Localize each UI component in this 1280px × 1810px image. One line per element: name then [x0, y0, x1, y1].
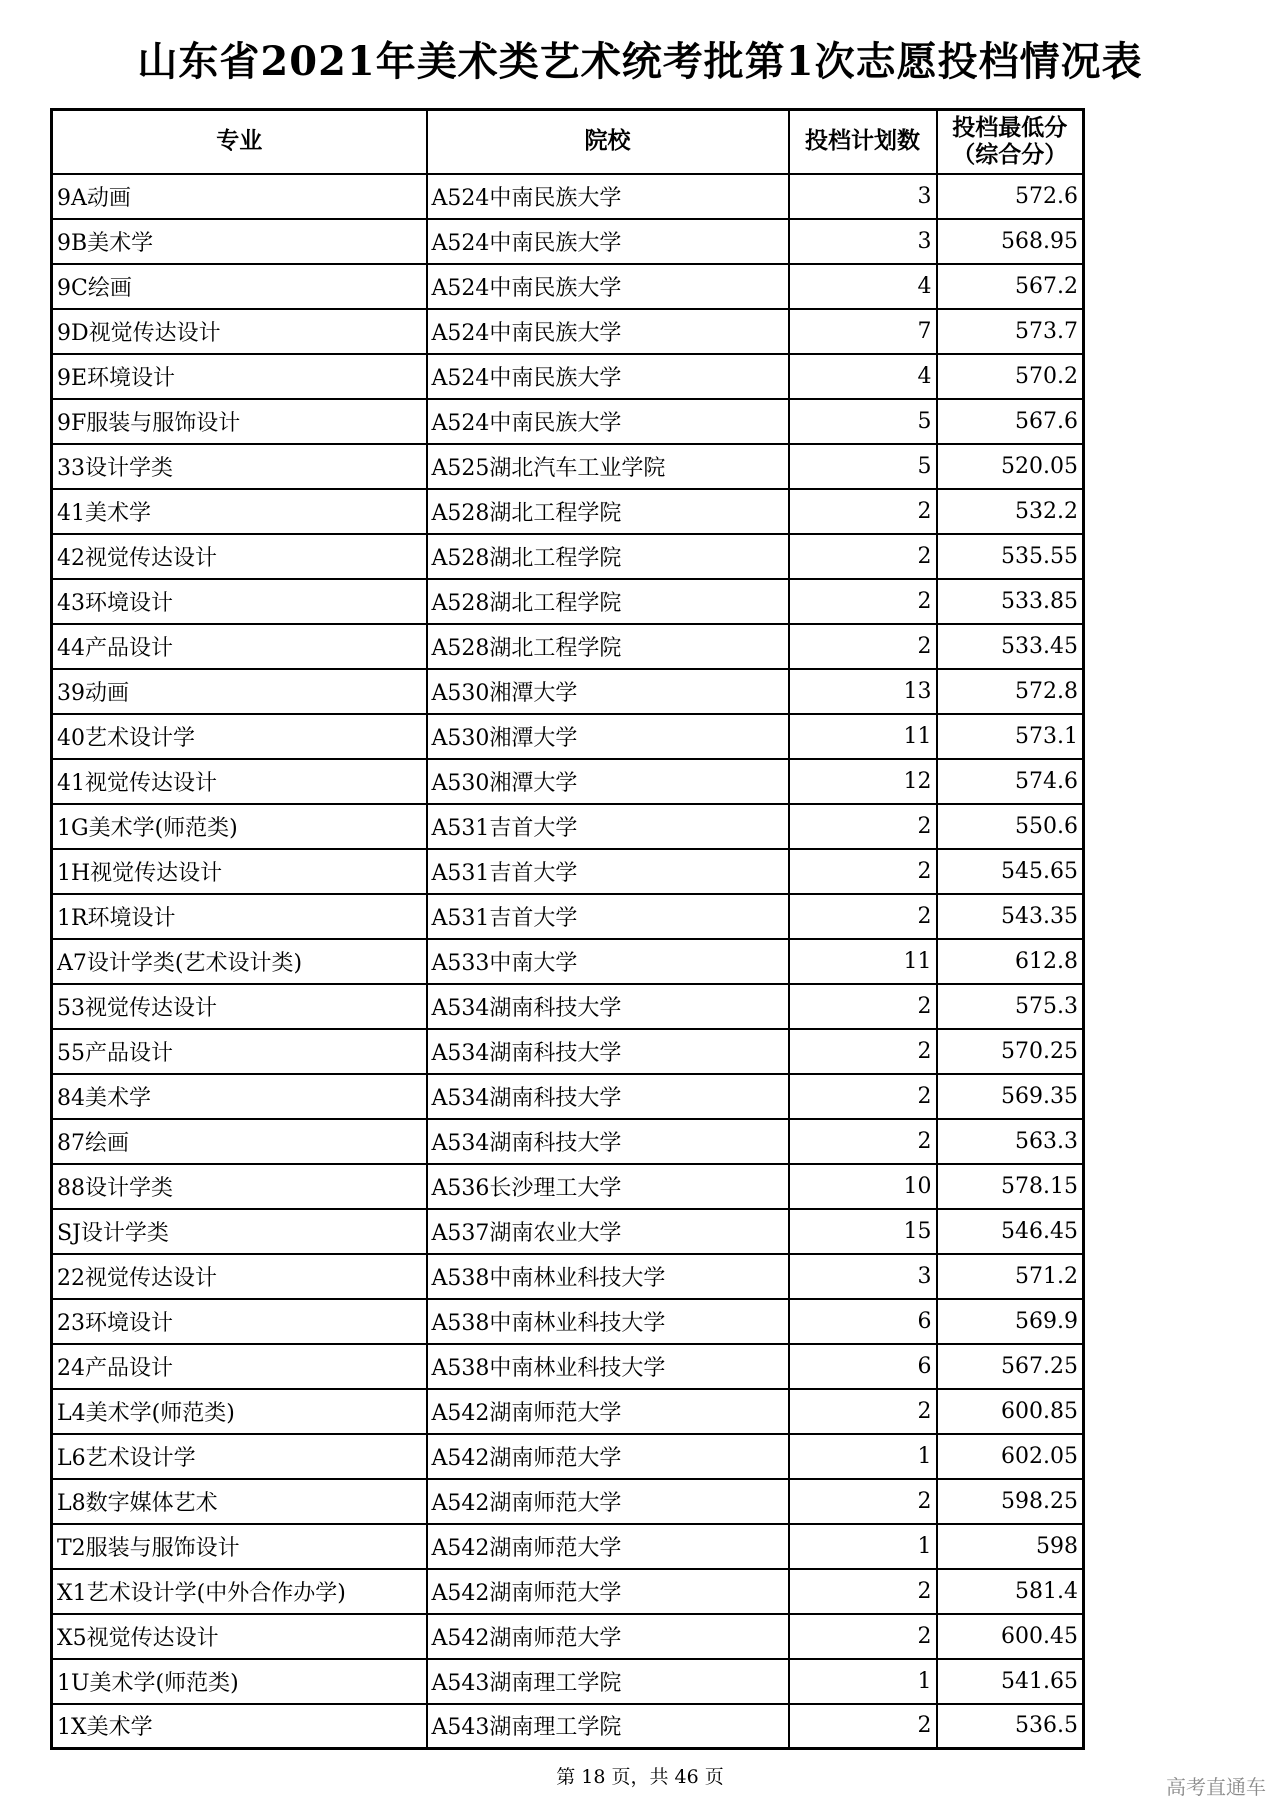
cell-school: A538中南林业科技大学	[427, 1254, 789, 1299]
table-row	[52, 534, 1084, 579]
cell-major: 9A动画	[52, 174, 427, 219]
cell-major: L6艺术设计学	[52, 1434, 427, 1479]
table-row	[52, 939, 1084, 984]
cell-major: 41美术学	[52, 489, 427, 534]
cell-school: A542湖南师范大学	[427, 1479, 789, 1524]
cell-major: 43环境设计	[52, 579, 427, 624]
table-row	[52, 1299, 1084, 1344]
cell-major: 9E环境设计	[52, 354, 427, 399]
table-row	[52, 1254, 1084, 1299]
cell-major: SJ设计学类	[52, 1209, 427, 1254]
cell-plan: 3	[789, 1254, 937, 1299]
table-row	[52, 984, 1084, 1029]
table-row	[52, 1209, 1084, 1254]
cell-min-score: 545.65	[937, 849, 1084, 894]
cell-school: A524中南民族大学	[427, 399, 789, 444]
cell-major: 87绘画	[52, 1119, 427, 1164]
cell-min-score: 573.1	[937, 714, 1084, 759]
cell-school: A534湖南科技大学	[427, 1074, 789, 1119]
cell-major: 9F服装与服饰设计	[52, 399, 427, 444]
cell-min-score: 570.25	[937, 1029, 1084, 1074]
cell-major: 53视觉传达设计	[52, 984, 427, 1029]
cell-min-score: 572.8	[937, 669, 1084, 714]
cell-min-score: 567.6	[937, 399, 1084, 444]
cell-major: X1艺术设计学(中外合作办学)	[52, 1569, 427, 1614]
cell-major: 9C绘画	[52, 264, 427, 309]
cell-school: A537湖南农业大学	[427, 1209, 789, 1254]
cell-major: 40艺术设计学	[52, 714, 427, 759]
cell-major: 41视觉传达设计	[52, 759, 427, 804]
cell-major: 1G美术学(师范类)	[52, 804, 427, 849]
cell-school: A525湖北汽车工业学院	[427, 444, 789, 489]
header-plan: 投档计划数	[789, 110, 937, 174]
cell-plan: 1	[789, 1524, 937, 1569]
cell-min-score: 536.5	[937, 1704, 1084, 1749]
cell-school: A530湘潭大学	[427, 759, 789, 804]
table-row	[52, 849, 1084, 894]
cell-plan: 15	[789, 1209, 937, 1254]
cell-plan: 5	[789, 399, 937, 444]
cell-min-score: 598.25	[937, 1479, 1084, 1524]
cell-min-score: 568.95	[937, 219, 1084, 264]
cell-plan: 2	[789, 624, 937, 669]
cell-plan: 2	[789, 489, 937, 534]
cell-plan: 2	[789, 1479, 937, 1524]
cell-school: A531吉首大学	[427, 894, 789, 939]
table-row	[52, 1614, 1084, 1659]
cell-plan: 2	[789, 1119, 937, 1164]
table-row	[52, 1659, 1084, 1704]
cell-min-score: 598	[937, 1524, 1084, 1569]
table-row	[52, 489, 1084, 534]
cell-major: 1R环境设计	[52, 894, 427, 939]
cell-major: 33设计学类	[52, 444, 427, 489]
table-row	[52, 1704, 1084, 1749]
page-title: 山东省2021年美术类艺术统考批第1次志愿投档情况表	[137, 38, 1143, 85]
table-row	[52, 624, 1084, 669]
cell-major: T2服装与服饰设计	[52, 1524, 427, 1569]
cell-min-score: 600.85	[937, 1389, 1084, 1434]
table-row	[52, 264, 1084, 309]
table-row	[52, 1344, 1084, 1389]
table-row	[52, 1434, 1084, 1479]
table-row	[52, 894, 1084, 939]
table-row	[52, 1479, 1084, 1524]
cell-plan: 6	[789, 1344, 937, 1389]
cell-school: A534湖南科技大学	[427, 1029, 789, 1074]
cell-major: 1X美术学	[52, 1704, 427, 1749]
cell-school: A524中南民族大学	[427, 264, 789, 309]
table-row	[52, 1389, 1084, 1434]
cell-min-score: 532.2	[937, 489, 1084, 534]
cell-major: 42视觉传达设计	[52, 534, 427, 579]
page-footer: 第 18 页，共 46 页	[556, 1766, 724, 1788]
cell-plan: 2	[789, 534, 937, 579]
cell-school: A533中南大学	[427, 939, 789, 984]
cell-min-score: 573.7	[937, 309, 1084, 354]
cell-school: A524中南民族大学	[427, 219, 789, 264]
cell-school: A528湖北工程学院	[427, 534, 789, 579]
cell-plan: 4	[789, 354, 937, 399]
cell-school: A542湖南师范大学	[427, 1434, 789, 1479]
cell-min-score: 567.2	[937, 264, 1084, 309]
cell-school: A524中南民族大学	[427, 174, 789, 219]
table-row	[52, 1029, 1084, 1074]
cell-school: A543湖南理工学院	[427, 1659, 789, 1704]
cell-min-score: 563.3	[937, 1119, 1084, 1164]
cell-min-score: 612.8	[937, 939, 1084, 984]
cell-plan: 2	[789, 984, 937, 1029]
cell-major: 44产品设计	[52, 624, 427, 669]
cell-min-score: 581.4	[937, 1569, 1084, 1614]
cell-major: 9D视觉传达设计	[52, 309, 427, 354]
cell-school: A542湖南师范大学	[427, 1569, 789, 1614]
table-row	[52, 1119, 1084, 1164]
table-row	[52, 1164, 1084, 1209]
table-row	[52, 669, 1084, 714]
table-row	[52, 309, 1084, 354]
header-min-score-line1: 投档最低分	[952, 114, 1068, 141]
cell-plan: 5	[789, 444, 937, 489]
cell-plan: 2	[789, 1614, 937, 1659]
table-row	[52, 1569, 1084, 1614]
table-row	[52, 1524, 1084, 1569]
cell-min-score: 572.6	[937, 174, 1084, 219]
cell-school: A543湖南理工学院	[427, 1704, 789, 1749]
cell-min-score: 533.45	[937, 624, 1084, 669]
cell-plan: 4	[789, 264, 937, 309]
cell-major: L4美术学(师范类)	[52, 1389, 427, 1434]
cell-min-score: 543.35	[937, 894, 1084, 939]
table-row	[52, 219, 1084, 264]
cell-min-score: 569.9	[937, 1299, 1084, 1344]
cell-school: A536长沙理工大学	[427, 1164, 789, 1209]
table-row	[52, 759, 1084, 804]
cell-min-score: 570.2	[937, 354, 1084, 399]
table-header-row	[52, 110, 1084, 174]
cell-min-score: 578.15	[937, 1164, 1084, 1209]
cell-major: 9B美术学	[52, 219, 427, 264]
cell-plan: 2	[789, 1704, 937, 1749]
cell-school: A524中南民族大学	[427, 354, 789, 399]
cell-min-score: 569.35	[937, 1074, 1084, 1119]
cell-school: A524中南民族大学	[427, 309, 789, 354]
cell-plan: 1	[789, 1434, 937, 1479]
cell-min-score: 571.2	[937, 1254, 1084, 1299]
table-row	[52, 714, 1084, 759]
cell-school: A530湘潭大学	[427, 669, 789, 714]
cell-min-score: 574.6	[937, 759, 1084, 804]
cell-plan: 2	[789, 1389, 937, 1434]
cell-plan: 2	[789, 849, 937, 894]
cell-school: A530湘潭大学	[427, 714, 789, 759]
cell-min-score: 550.6	[937, 804, 1084, 849]
cell-plan: 13	[789, 669, 937, 714]
table-row	[52, 804, 1084, 849]
cell-school: A528湖北工程学院	[427, 579, 789, 624]
cell-plan: 6	[789, 1299, 937, 1344]
cell-min-score: 533.85	[937, 579, 1084, 624]
header-major: 专业	[52, 110, 427, 174]
cell-school: A538中南林业科技大学	[427, 1299, 789, 1344]
cell-school: A531吉首大学	[427, 849, 789, 894]
cell-major: 39动画	[52, 669, 427, 714]
cell-school: A542湖南师范大学	[427, 1614, 789, 1659]
table-row	[52, 354, 1084, 399]
cell-major: 84美术学	[52, 1074, 427, 1119]
cell-major: 1U美术学(师范类)	[52, 1659, 427, 1704]
cell-major: A7设计学类(艺术设计类)	[52, 939, 427, 984]
cell-school: A528湖北工程学院	[427, 489, 789, 534]
cell-major: L8数字媒体艺术	[52, 1479, 427, 1524]
cell-plan: 2	[789, 894, 937, 939]
cell-plan: 11	[789, 939, 937, 984]
header-min-score	[937, 110, 1084, 174]
cell-plan: 1	[789, 1659, 937, 1704]
table-row	[52, 579, 1084, 624]
cell-school: A528湖北工程学院	[427, 624, 789, 669]
cell-plan: 2	[789, 1029, 937, 1074]
cell-major: 24产品设计	[52, 1344, 427, 1389]
table-body	[52, 174, 1084, 1749]
cell-major: 23环境设计	[52, 1299, 427, 1344]
cell-plan: 3	[789, 174, 937, 219]
header-min-score-line2: （综合分）	[952, 141, 1068, 168]
cell-plan: 2	[789, 804, 937, 849]
cell-plan: 2	[789, 1569, 937, 1614]
cell-min-score: 600.45	[937, 1614, 1084, 1659]
cell-plan: 10	[789, 1164, 937, 1209]
cell-plan: 11	[789, 714, 937, 759]
cell-school: A531吉首大学	[427, 804, 789, 849]
cell-major: 55产品设计	[52, 1029, 427, 1074]
cell-school: A542湖南师范大学	[427, 1524, 789, 1569]
cell-min-score: 520.05	[937, 444, 1084, 489]
cell-min-score: 602.05	[937, 1434, 1084, 1479]
cell-plan: 7	[789, 309, 937, 354]
table-row	[52, 1074, 1084, 1119]
table-row	[52, 399, 1084, 444]
watermark: 高考直通车	[1166, 1775, 1266, 1799]
cell-plan: 2	[789, 1074, 937, 1119]
cell-major: 88设计学类	[52, 1164, 427, 1209]
cell-plan: 3	[789, 219, 937, 264]
cell-major: 1H视觉传达设计	[52, 849, 427, 894]
cell-major: 22视觉传达设计	[52, 1254, 427, 1299]
cell-major: X5视觉传达设计	[52, 1614, 427, 1659]
cell-school: A542湖南师范大学	[427, 1389, 789, 1434]
cell-min-score: 575.3	[937, 984, 1084, 1029]
cell-min-score: 567.25	[937, 1344, 1084, 1389]
admission-table	[50, 108, 1085, 1750]
cell-school: A534湖南科技大学	[427, 1119, 789, 1164]
cell-plan: 2	[789, 579, 937, 624]
cell-school: A534湖南科技大学	[427, 984, 789, 1029]
cell-plan: 12	[789, 759, 937, 804]
cell-min-score: 546.45	[937, 1209, 1084, 1254]
table-row	[52, 174, 1084, 219]
cell-min-score: 541.65	[937, 1659, 1084, 1704]
cell-school: A538中南林业科技大学	[427, 1344, 789, 1389]
cell-min-score: 535.55	[937, 534, 1084, 579]
header-school: 院校	[427, 110, 789, 174]
table-row	[52, 444, 1084, 489]
